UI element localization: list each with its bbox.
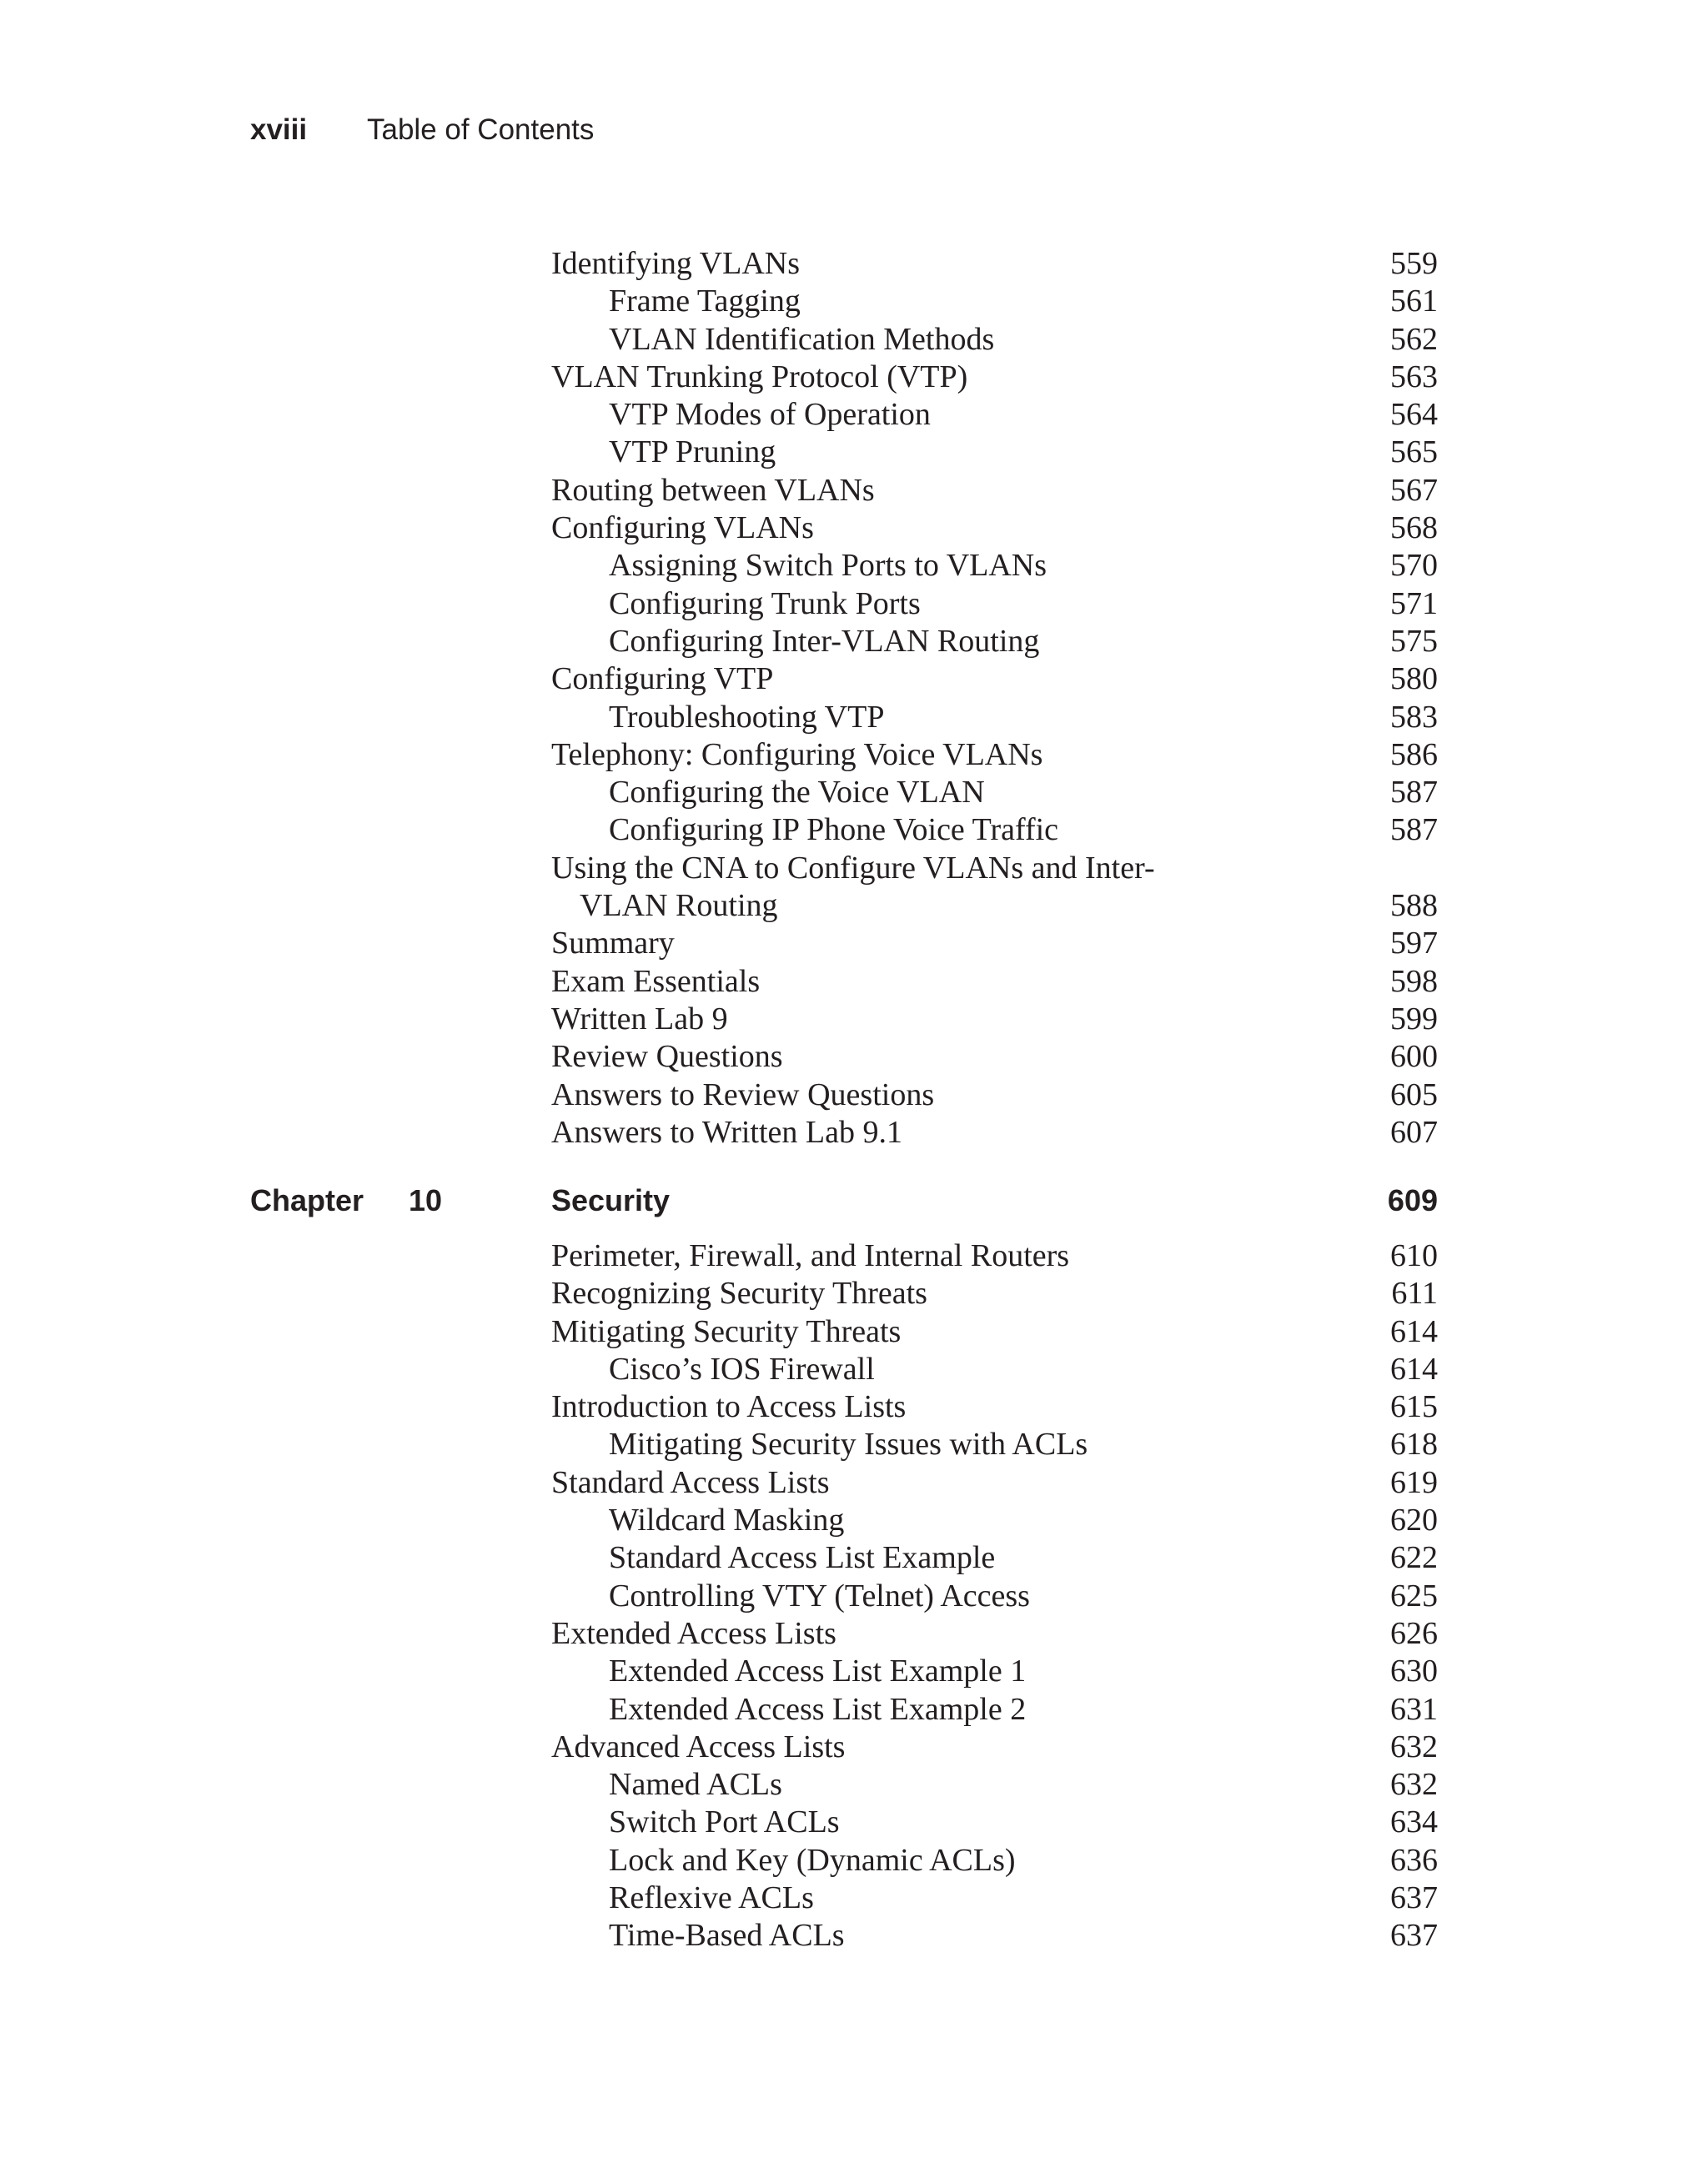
toc-entry-title: Lock and Key (Dynamic ACLs)	[609, 1842, 1016, 1878]
toc-entry-title: Answers to Written Lab 9.1	[551, 1114, 902, 1150]
toc-entry[interactable]	[551, 434, 1438, 471]
toc-entry-page-number: 630	[1390, 1654, 1438, 1689]
toc-entry-page-number: 587	[1390, 775, 1438, 810]
toc-entry[interactable]	[551, 1426, 1438, 1463]
chapter-number: 10	[409, 1183, 443, 1217]
toc-entry-title: Telephony: Configuring Voice VLANs	[551, 736, 1043, 772]
toc-entry-title: Standard Access Lists	[551, 1464, 830, 1500]
toc-entry-page-number: 611	[1391, 1276, 1438, 1312]
toc-entry[interactable]	[551, 359, 1438, 396]
toc-entry-title: Using the CNA to Configure VLANs and Inter-VLAN Routing	[551, 850, 1155, 924]
toc-entry[interactable]	[551, 623, 1438, 660]
toc-entry-title: Configuring VLANs	[551, 510, 814, 546]
toc-entry-page-number: 634	[1390, 1804, 1438, 1840]
toc-entry[interactable]	[551, 925, 1438, 962]
toc-entry-page-number: 625	[1390, 1578, 1438, 1613]
toc-entry-page-number: 571	[1390, 585, 1438, 621]
toc-entry[interactable]	[551, 1076, 1438, 1114]
toc-entry-title: Recognizing Security Threats	[551, 1276, 927, 1312]
toc-entry-title: Advanced Access Lists	[551, 1729, 846, 1764]
toc-entry-page-number: 561	[1390, 284, 1438, 319]
toc-entry-page-number: 605	[1390, 1076, 1438, 1112]
toc-entry[interactable]	[551, 1275, 1438, 1312]
toc-entry[interactable]	[551, 1038, 1438, 1076]
toc-entry[interactable]	[551, 1388, 1438, 1426]
toc-entry-title: Configuring the Voice VLAN	[609, 775, 985, 810]
toc-entry-title: Exam Essentials	[551, 963, 761, 999]
chapter-heading[interactable]	[250, 1179, 1438, 1222]
toc-entry-title: VTP Modes of Operation	[609, 397, 931, 433]
toc-entry-title: Wildcard Masking	[609, 1503, 845, 1538]
toc-entry[interactable]	[551, 509, 1438, 547]
toc-entry[interactable]	[551, 774, 1438, 811]
toc-entry[interactable]	[551, 1653, 1438, 1690]
toc-entry-title: Introduction to Access Lists	[551, 1389, 907, 1425]
toc-entry-title: Troubleshooting VTP	[609, 699, 885, 735]
toc-entry-title: Extended Access List Example 1	[609, 1654, 1027, 1689]
toc-entry-title: Switch Port ACLs	[609, 1804, 840, 1840]
toc-entry-page-number: 637	[1390, 1880, 1438, 1916]
toc-entry-page-number: 570	[1390, 548, 1438, 584]
toc-entry[interactable]	[551, 850, 1438, 926]
toc-entry[interactable]	[551, 811, 1438, 849]
toc-entry[interactable]	[551, 245, 1438, 283]
toc-entry-title: VLAN Trunking Protocol (VTP)	[551, 359, 968, 394]
toc-entry-page-number: 614	[1390, 1313, 1438, 1349]
toc-entry-page-number: 562	[1390, 321, 1438, 357]
toc-entry-title: Configuring VTP	[551, 661, 774, 697]
toc-entry-title: Reflexive ACLs	[609, 1880, 814, 1916]
toc-entry-title: Summary	[551, 926, 675, 961]
toc-entry-page-number: 610	[1390, 1238, 1438, 1273]
toc-entry[interactable]	[551, 283, 1438, 320]
toc-entry-title: Cisco’s IOS Firewall	[609, 1351, 875, 1387]
toc-entry-title: Assigning Switch Ports to VLANs	[609, 548, 1047, 584]
toc-entry[interactable]	[551, 1917, 1438, 1955]
toc-entry-title: Extended Access Lists	[551, 1615, 836, 1651]
toc-entry-page-number: 597	[1390, 926, 1438, 961]
toc-entry-page-number: 632	[1390, 1729, 1438, 1764]
toc-entry-title: Configuring Inter-VLAN Routing	[609, 623, 1040, 659]
toc-entry-page-number: 599	[1390, 1001, 1438, 1036]
toc-entry[interactable]	[551, 1766, 1438, 1804]
toc-entry[interactable]	[551, 963, 1438, 1001]
chapter-title: Security	[551, 1183, 671, 1217]
toc-entry-page-number: 631	[1390, 1691, 1438, 1727]
toc-entry-page-number: 632	[1390, 1767, 1438, 1803]
toc-entry[interactable]	[551, 1001, 1438, 1038]
toc-entry[interactable]	[551, 1313, 1438, 1351]
toc-entry-title: Answers to Review Questions	[551, 1076, 935, 1112]
toc-entry-title: VLAN Identification Methods	[609, 321, 995, 357]
toc-entry-title: Standard Access List Example	[609, 1540, 996, 1576]
toc-entry-page-number: 626	[1390, 1615, 1438, 1651]
toc-entry-page-number: 559	[1390, 246, 1438, 281]
toc-entry-page-number: 600	[1390, 1039, 1438, 1075]
toc-entry-page-number: 587	[1390, 812, 1438, 848]
toc-entry-page-number: 622	[1390, 1540, 1438, 1576]
toc-entry-title: Mitigating Security Issues with ACLs	[609, 1427, 1088, 1463]
chapter-page-number: 609	[1387, 1183, 1438, 1217]
toc-entry-page-number: 575	[1390, 623, 1438, 659]
toc-entry[interactable]	[551, 1729, 1438, 1766]
toc-entry[interactable]	[551, 585, 1438, 623]
toc-entry[interactable]	[551, 1842, 1438, 1879]
toc-entry[interactable]	[551, 1578, 1438, 1615]
toc-entry-title: Routing between VLANs	[551, 472, 875, 508]
toc-entry-page-number: 615	[1390, 1389, 1438, 1425]
toc-entry[interactable]	[551, 1879, 1438, 1917]
toc-entry-title: Configuring Trunk Ports	[609, 585, 921, 621]
toc-entry-page-number: 637	[1390, 1918, 1438, 1954]
toc-entry[interactable]	[551, 1804, 1438, 1841]
toc-entry[interactable]	[551, 1114, 1438, 1152]
toc-entry[interactable]	[551, 472, 1438, 509]
toc-entry-title: Named ACLs	[609, 1767, 782, 1803]
page-folio: xviii	[250, 113, 308, 146]
toc-entry-title: Perimeter, Firewall, and Internal Routers	[551, 1238, 1070, 1273]
toc-entry-page-number: 580	[1390, 661, 1438, 697]
toc-entry-page-number: 586	[1390, 736, 1438, 772]
toc-entry-title: Extended Access List Example 2	[609, 1691, 1027, 1727]
toc-entry-title: Controlling VTY (Telnet) Access	[609, 1578, 1030, 1613]
toc-entry-title: Written Lab 9	[551, 1001, 728, 1036]
toc-entry-page-number: 614	[1390, 1351, 1438, 1387]
toc-entry-title: Time-Based ACLs	[609, 1918, 845, 1954]
toc-entry[interactable]	[551, 1615, 1438, 1653]
toc-entry-page-number: 563	[1390, 359, 1438, 394]
toc-entry[interactable]	[551, 736, 1438, 774]
toc-entry-title: Identifying VLANs	[551, 246, 800, 281]
toc-entry-page-number: 565	[1390, 434, 1438, 470]
toc-entry[interactable]	[551, 1464, 1438, 1502]
running-head	[250, 110, 594, 150]
toc-entry[interactable]	[551, 396, 1438, 434]
running-head-title: Table of Contents	[367, 113, 595, 146]
toc-entry-page-number: 583	[1390, 699, 1438, 735]
toc-entry-page-number: 588	[1390, 888, 1438, 924]
toc-entry-page-number: 636	[1390, 1842, 1438, 1878]
toc-entry-title: Review Questions	[551, 1039, 783, 1075]
toc-entry-title: Frame Tagging	[609, 284, 801, 319]
toc-entry-page-number: 567	[1390, 472, 1438, 508]
toc-entry[interactable]	[551, 1502, 1438, 1539]
toc-entry-title: Mitigating Security Threats	[551, 1313, 902, 1349]
toc-entry[interactable]	[551, 1237, 1438, 1275]
toc-entry-page-number: 620	[1390, 1503, 1438, 1538]
toc-section-chapter-10	[551, 1237, 1438, 1955]
toc-entry[interactable]	[551, 1691, 1438, 1729]
toc-entry-page-number: 598	[1390, 963, 1438, 999]
toc-entry[interactable]	[551, 321, 1438, 359]
toc-entry-page-number: 607	[1390, 1114, 1438, 1150]
toc-entry[interactable]	[551, 1351, 1438, 1388]
toc-entry[interactable]	[551, 547, 1438, 585]
toc-entry-page-number: 568	[1390, 510, 1438, 546]
toc-section-chapter-9	[551, 245, 1438, 1152]
toc-entry[interactable]	[551, 699, 1438, 736]
toc-entry-title: VTP Pruning	[609, 434, 776, 470]
chapter-label: Chapter	[250, 1183, 364, 1217]
toc-entry-title: Configuring IP Phone Voice Traffic	[609, 812, 1059, 848]
toc-entry-page-number: 618	[1390, 1427, 1438, 1463]
toc-entry-page-number: 564	[1390, 397, 1438, 433]
toc-entry[interactable]	[551, 660, 1438, 698]
toc-entry[interactable]	[551, 1539, 1438, 1577]
toc-entry-page-number: 619	[1390, 1464, 1438, 1500]
